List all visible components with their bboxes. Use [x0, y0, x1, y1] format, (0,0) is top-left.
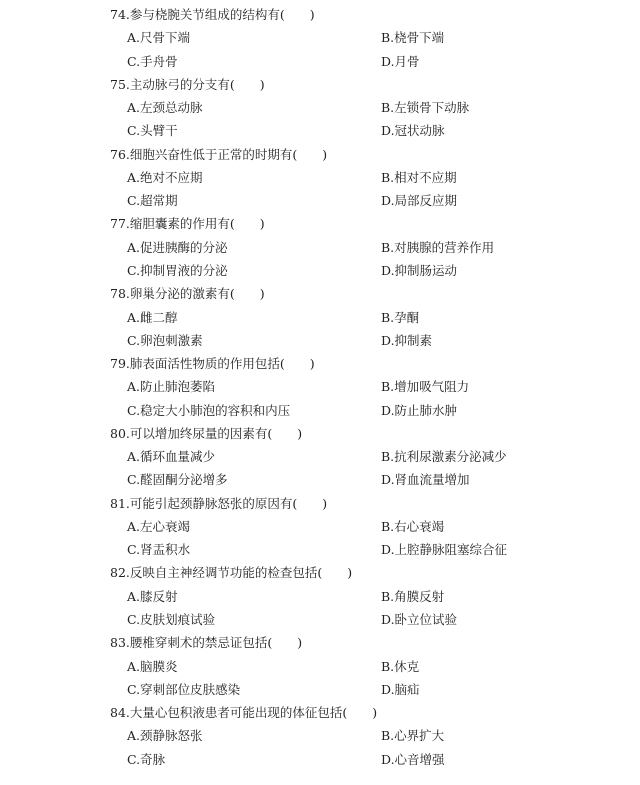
option-d: D.肾血流量增加	[381, 472, 470, 488]
option-a: A.雌二醇	[127, 309, 178, 325]
option-b: B.对胰腺的营养作用	[381, 239, 495, 255]
option-b: B.右心衰竭	[381, 518, 445, 534]
option-c: C.手舟骨	[127, 53, 178, 69]
option-b: B.相对不应期	[381, 169, 457, 185]
option-c: C.超常期	[127, 193, 178, 209]
option-a: A.脑膜炎	[127, 658, 178, 674]
option-d: D.防止肺水肿	[381, 402, 458, 418]
option-d: D.卧立位试验	[381, 612, 458, 627]
option-c: C.肾盂积水	[127, 542, 191, 558]
option-d: D.月骨	[381, 53, 420, 69]
question-stem: 83.腰椎穿刺术的禁忌证包括( )	[110, 635, 303, 651]
question-stem: 84.大量心包积液患者可能出现的体征包括( )	[110, 705, 378, 720]
option-b: B.孕酮	[381, 309, 420, 325]
question-stem: 80.可以增加终尿量的因素有( )	[110, 425, 303, 441]
question-stem: 79.肺表面活性物质的作用包括( )	[110, 356, 315, 371]
option-a: A.循环血量减少	[127, 449, 216, 465]
option-d: D.冠状动脉	[381, 123, 445, 139]
option-a: A.防止肺泡萎陷	[127, 379, 216, 395]
option-d: D.抑制素	[381, 332, 433, 348]
option-c: C.稳定大小肺泡的容积和内压	[127, 402, 291, 418]
option-a: A.左颈总动脉	[127, 100, 203, 116]
question-stem: 77.缩胆囊素的作用有( )	[110, 216, 265, 232]
option-b: B.抗利尿激素分泌减少	[381, 449, 507, 465]
option-d: D.心音增强	[381, 751, 445, 767]
option-d: D.上腔静脉阻塞综合征	[381, 542, 508, 558]
option-c: C.头臂干	[127, 123, 178, 139]
option-c: C.抑制胃液的分泌	[127, 263, 228, 278]
question-stem: 81.可能引起颈静脉怒张的原因有( )	[110, 495, 328, 511]
option-c: C.卵泡刺激素	[127, 332, 203, 348]
option-a: A.颈静脉怒张	[127, 728, 203, 744]
option-b: B.增加吸气阻力	[381, 379, 470, 395]
question-stem: 76.细胞兴奋性低于正常的时期有( )	[110, 146, 328, 162]
option-c: C.穿刺部位皮肤感染	[127, 681, 241, 697]
option-c: C.皮肤划痕试验	[127, 612, 216, 627]
option-b: B.休克	[381, 658, 420, 674]
option-d: D.脑疝	[381, 681, 420, 697]
question-stem: 74.参与桡腕关节组成的结构有( )	[110, 7, 315, 22]
option-c: C.醛固酮分泌增多	[127, 472, 228, 488]
option-c: C.奇脉	[127, 751, 166, 767]
option-b: B.角膜反射	[381, 588, 445, 604]
option-b: B.桡骨下端	[381, 30, 445, 46]
option-a: A.绝对不应期	[127, 169, 203, 185]
option-a: A.促进胰酶的分泌	[127, 239, 228, 255]
option-d: D.抑制肠运动	[381, 263, 458, 278]
option-b: B.心界扩大	[381, 728, 445, 744]
option-a: A.尺骨下端	[127, 30, 191, 46]
question-stem: 75.主动脉弓的分支有( )	[110, 76, 265, 92]
option-b: B.左锁骨下动脉	[381, 100, 470, 116]
option-a: A.左心衰竭	[127, 518, 191, 534]
question-stem: 78.卵巢分泌的激素有( )	[110, 286, 265, 302]
option-a: A.膝反射	[127, 588, 178, 604]
question-stem: 82.反映自主神经调节功能的检查包括( )	[110, 565, 353, 581]
option-d: D.局部反应期	[381, 193, 458, 209]
